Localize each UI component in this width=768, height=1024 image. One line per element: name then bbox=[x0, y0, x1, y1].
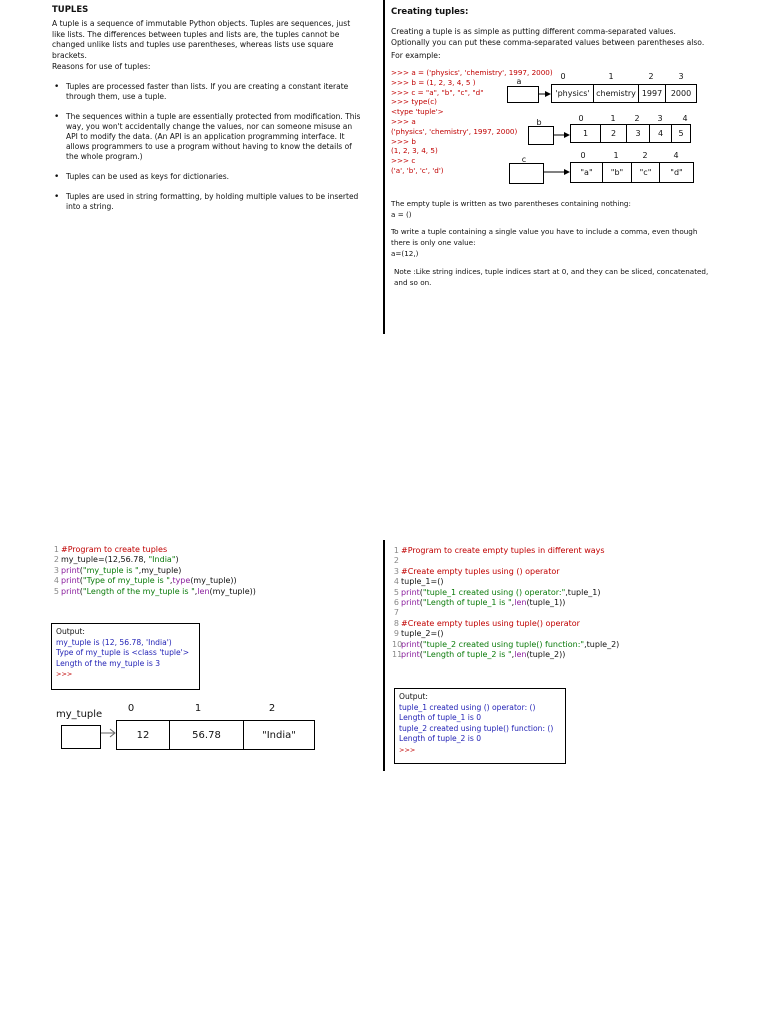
tuple-cell: "India" bbox=[243, 720, 315, 750]
code-token: "tuple_2 created using tuple() function:" bbox=[422, 639, 585, 649]
tuple-index: 0 bbox=[580, 151, 586, 160]
shell-line: (1, 2, 3, 4, 5) bbox=[391, 146, 438, 156]
page2-divider bbox=[383, 540, 385, 771]
code-line bbox=[392, 619, 619, 629]
code-line bbox=[392, 588, 619, 598]
code-token: tuple_2=() bbox=[401, 629, 444, 639]
code-token: len bbox=[514, 597, 527, 607]
note-text: Note :Like string indices, tuple indices start at 0, and they can be sliced, concatenated, and so on. bbox=[394, 267, 709, 287]
code-line bbox=[392, 640, 619, 650]
code-token: ) bbox=[175, 555, 179, 565]
line-number: 2 bbox=[393, 556, 399, 566]
code-line bbox=[52, 545, 256, 555]
tuple-cell: 4 bbox=[649, 124, 672, 143]
tuple-index: 1 bbox=[608, 72, 614, 81]
list-item: • The sequences within a tuple are essentially protected from modification. This way, you won't accidentally change the values, nor can someone misuse an API to modify the data. (An API is an application programming interface. It allows programmers to use a program without having to know the details of the whole program.) bbox=[52, 112, 362, 162]
code-token: "Length of tuple_2 is " bbox=[422, 649, 512, 659]
intro-paragraph: A tuple is a sequence of immutable Python objects. Tuples are sequences, just like lists. The differences between tuples and lists are, the tuples cannot be changed unlike lists and tuples use parentheses, whereas lists use square brackets. bbox=[52, 19, 351, 60]
code-token: ( bbox=[419, 649, 423, 659]
code-token: tuple_1=() bbox=[401, 577, 444, 587]
code-token: ( bbox=[419, 639, 423, 649]
line-number: 5 bbox=[393, 587, 399, 597]
output2-box bbox=[394, 688, 566, 764]
output-line: Length of tuple_2 is 0 bbox=[399, 734, 482, 743]
creating-paragraph: Creating a tuple is as simple as putting different comma-separated values. Optionally you can put these comma-separated values between parentheses also. bbox=[391, 27, 705, 47]
tuple-index: 1 bbox=[194, 703, 202, 714]
tuple-index: 0 bbox=[578, 114, 584, 123]
code-token: #Program to create empty tuples in different ways bbox=[401, 546, 605, 555]
tuple-index: 4 bbox=[682, 114, 688, 123]
code-token: (my_tuple)) bbox=[190, 576, 237, 586]
tuple-cell: 12 bbox=[116, 720, 170, 750]
arrow-icon bbox=[100, 728, 118, 738]
tuple-cell: chemistry bbox=[593, 84, 639, 103]
line-number: 11 bbox=[392, 649, 403, 659]
output-line: tuple_2 created using tuple() function: () bbox=[399, 723, 554, 733]
tuple-cell: 2000 bbox=[665, 84, 697, 103]
code-token: ( bbox=[419, 597, 423, 607]
line-number: 4 bbox=[393, 577, 399, 587]
code-token: print bbox=[61, 586, 80, 596]
code-token: ( bbox=[79, 565, 83, 575]
code-token: "Length of the my_tuple is " bbox=[82, 586, 195, 596]
code-token: ,tuple_1) bbox=[565, 587, 601, 597]
shell-line: >>> c bbox=[391, 156, 416, 166]
single-tuple-code: a=(12,) bbox=[391, 249, 419, 258]
code-token: (tuple_2)) bbox=[526, 649, 566, 659]
shell-line: <type 'tuple'> bbox=[391, 107, 444, 117]
output1-box bbox=[51, 623, 200, 690]
list-item: • Tuples are processed faster than lists. If you are creating a constant iterate through them, use a tuple. bbox=[52, 82, 362, 102]
tuple-cell: 5 bbox=[671, 124, 691, 143]
empty-tuple-code: a = () bbox=[391, 210, 412, 219]
tuple-cell: "d" bbox=[659, 162, 694, 183]
diagram-label: b bbox=[536, 118, 542, 127]
code-token: print bbox=[401, 639, 420, 649]
tuple-index: 2 bbox=[634, 114, 640, 123]
code-token: #Create empty tuples using tuple() operator bbox=[401, 618, 580, 628]
output-line: Output: bbox=[399, 692, 428, 701]
code-token: ( bbox=[419, 587, 423, 597]
tuple-index: 1 bbox=[613, 151, 619, 160]
shell-line: >>> a bbox=[391, 116, 416, 126]
diagram-arrows bbox=[0, 0, 768, 200]
code-token: type bbox=[172, 576, 191, 586]
code-token: ,my_tuple) bbox=[138, 565, 182, 575]
code-token: print bbox=[401, 597, 420, 607]
tuple-cell: 'physics' bbox=[551, 84, 594, 103]
code-line bbox=[52, 576, 256, 586]
code-line bbox=[52, 587, 256, 597]
output-line: >>> bbox=[56, 670, 73, 678]
tuple-index: 1 bbox=[610, 114, 616, 123]
tuple-index: 3 bbox=[657, 114, 663, 123]
code-token: "my_tuple is " bbox=[82, 565, 139, 575]
code-token: len bbox=[514, 649, 527, 659]
shell-line: >>> type(c) bbox=[391, 97, 437, 107]
code-token: "tuple_1 created using () operator:" bbox=[422, 587, 566, 597]
output-line: Output: bbox=[56, 627, 85, 636]
line-number: 10 bbox=[392, 639, 403, 649]
diagram-label: my_tuple bbox=[56, 709, 103, 720]
code-token: len bbox=[197, 586, 210, 596]
line-number: 9 bbox=[393, 629, 399, 639]
line-number: 5 bbox=[53, 586, 59, 596]
list-item: • Tuples can be used as keys for dictionaries. bbox=[52, 172, 362, 182]
code-token: #Create empty tuples using () operator bbox=[401, 566, 560, 576]
shell-line: >>> b bbox=[391, 136, 416, 146]
code-token: (my_tuple)) bbox=[209, 586, 256, 596]
code-line bbox=[392, 567, 619, 577]
code-line bbox=[392, 546, 619, 556]
code-token: "India" bbox=[148, 555, 176, 565]
line-number: 8 bbox=[393, 618, 399, 628]
code-line bbox=[392, 577, 619, 587]
shell-line: >>> b = (1, 2, 3, 4, 5 ) bbox=[391, 77, 476, 87]
output-line: Length of tuple_1 is 0 bbox=[399, 713, 482, 722]
tuple-cell: 1 bbox=[570, 124, 601, 143]
line-number: 6 bbox=[393, 597, 399, 607]
tuple-index: 2 bbox=[642, 151, 648, 160]
code-line bbox=[52, 566, 256, 576]
code-token: ( bbox=[79, 576, 83, 586]
code-line bbox=[52, 555, 256, 565]
reference-box bbox=[61, 725, 101, 749]
diagram-label: c bbox=[521, 155, 527, 164]
page-title: TUPLES bbox=[52, 5, 89, 15]
output-line: my_tuple is (12, 56.78, 'India') bbox=[56, 637, 172, 647]
program2-code bbox=[392, 546, 619, 660]
output-line: tuple_1 created using () operator: () bbox=[399, 702, 536, 712]
creating-heading: Creating tuples: bbox=[391, 7, 469, 17]
line-number: 2 bbox=[53, 555, 59, 565]
line-number: 3 bbox=[393, 566, 399, 576]
code-token: (tuple_1)) bbox=[526, 597, 566, 607]
shell-line: ('physics', 'chemistry', 1997, 2000) bbox=[391, 126, 518, 136]
tuple-index: 0 bbox=[127, 703, 135, 714]
tuple-index: 4 bbox=[673, 151, 679, 160]
code-token: ,tuple_2) bbox=[584, 639, 620, 649]
line-number: 7 bbox=[393, 608, 399, 618]
tuple-index: 0 bbox=[560, 72, 566, 81]
tuple-cell: "a" bbox=[570, 162, 603, 183]
line-number: 4 bbox=[53, 576, 59, 586]
tuple-cell: "b" bbox=[602, 162, 632, 183]
code-line bbox=[392, 650, 619, 660]
single-tuple-text: To write a tuple containing a single value you have to include a comma, even though there is only one value: bbox=[391, 227, 698, 247]
code-token: #Program to create tuples bbox=[61, 545, 168, 554]
tuple-index: 3 bbox=[678, 72, 684, 81]
tuple-cell: 1997 bbox=[638, 84, 666, 103]
line-number: 3 bbox=[53, 565, 59, 575]
code-token: "Length of tuple_1 is " bbox=[422, 597, 512, 607]
line-number: 1 bbox=[53, 545, 59, 554]
code-token: print bbox=[61, 576, 80, 586]
shell-line: ('a', 'b', 'c', 'd') bbox=[391, 165, 444, 175]
shell-line: >>> c = "a", "b", "c", "d" bbox=[391, 87, 484, 97]
tuple-index: 2 bbox=[648, 72, 654, 81]
code-token: , bbox=[511, 649, 515, 659]
code-line bbox=[392, 598, 619, 608]
shell-line: >>> a = ('physics', 'chemistry', 1997, 2000) bbox=[391, 68, 553, 77]
output-line: Type of my_tuple is <class 'tuple'> bbox=[56, 648, 190, 657]
line-number: 1 bbox=[393, 546, 399, 555]
code-token: print bbox=[401, 649, 420, 659]
code-token: ( bbox=[79, 586, 83, 596]
tuple-cell: 2 bbox=[600, 124, 627, 143]
tuple-cell: 56.78 bbox=[169, 720, 244, 750]
for-example-label: For example: bbox=[391, 51, 441, 60]
code-token: my_tuple=(12,56.78, bbox=[61, 555, 149, 565]
output-line: >>> bbox=[399, 745, 416, 754]
code-line bbox=[392, 556, 619, 566]
code-line bbox=[392, 629, 619, 639]
empty-tuple-text: The empty tuple is written as two parentheses containing nothing: bbox=[391, 199, 631, 208]
code-token: "Type of my_tuple is " bbox=[82, 576, 170, 586]
tuple-index: 2 bbox=[268, 703, 276, 714]
diagram-label: a bbox=[516, 77, 522, 86]
code-token: , bbox=[194, 586, 198, 596]
tuple-cell: "c" bbox=[631, 162, 660, 183]
code-token: , bbox=[169, 576, 173, 586]
code-token: print bbox=[61, 565, 80, 575]
tuple-cell: 3 bbox=[626, 124, 650, 143]
code-token: print bbox=[401, 587, 420, 597]
reasons-heading: Reasons for use of tuples: bbox=[52, 62, 151, 71]
code-line bbox=[392, 608, 619, 618]
program1-code bbox=[52, 545, 256, 597]
output-line: Length of the my_tuple is 3 bbox=[56, 658, 161, 668]
list-item: • Tuples are used in string formatting, by holding multiple values to be inserted into a string. bbox=[52, 192, 362, 212]
code-token: , bbox=[511, 597, 515, 607]
